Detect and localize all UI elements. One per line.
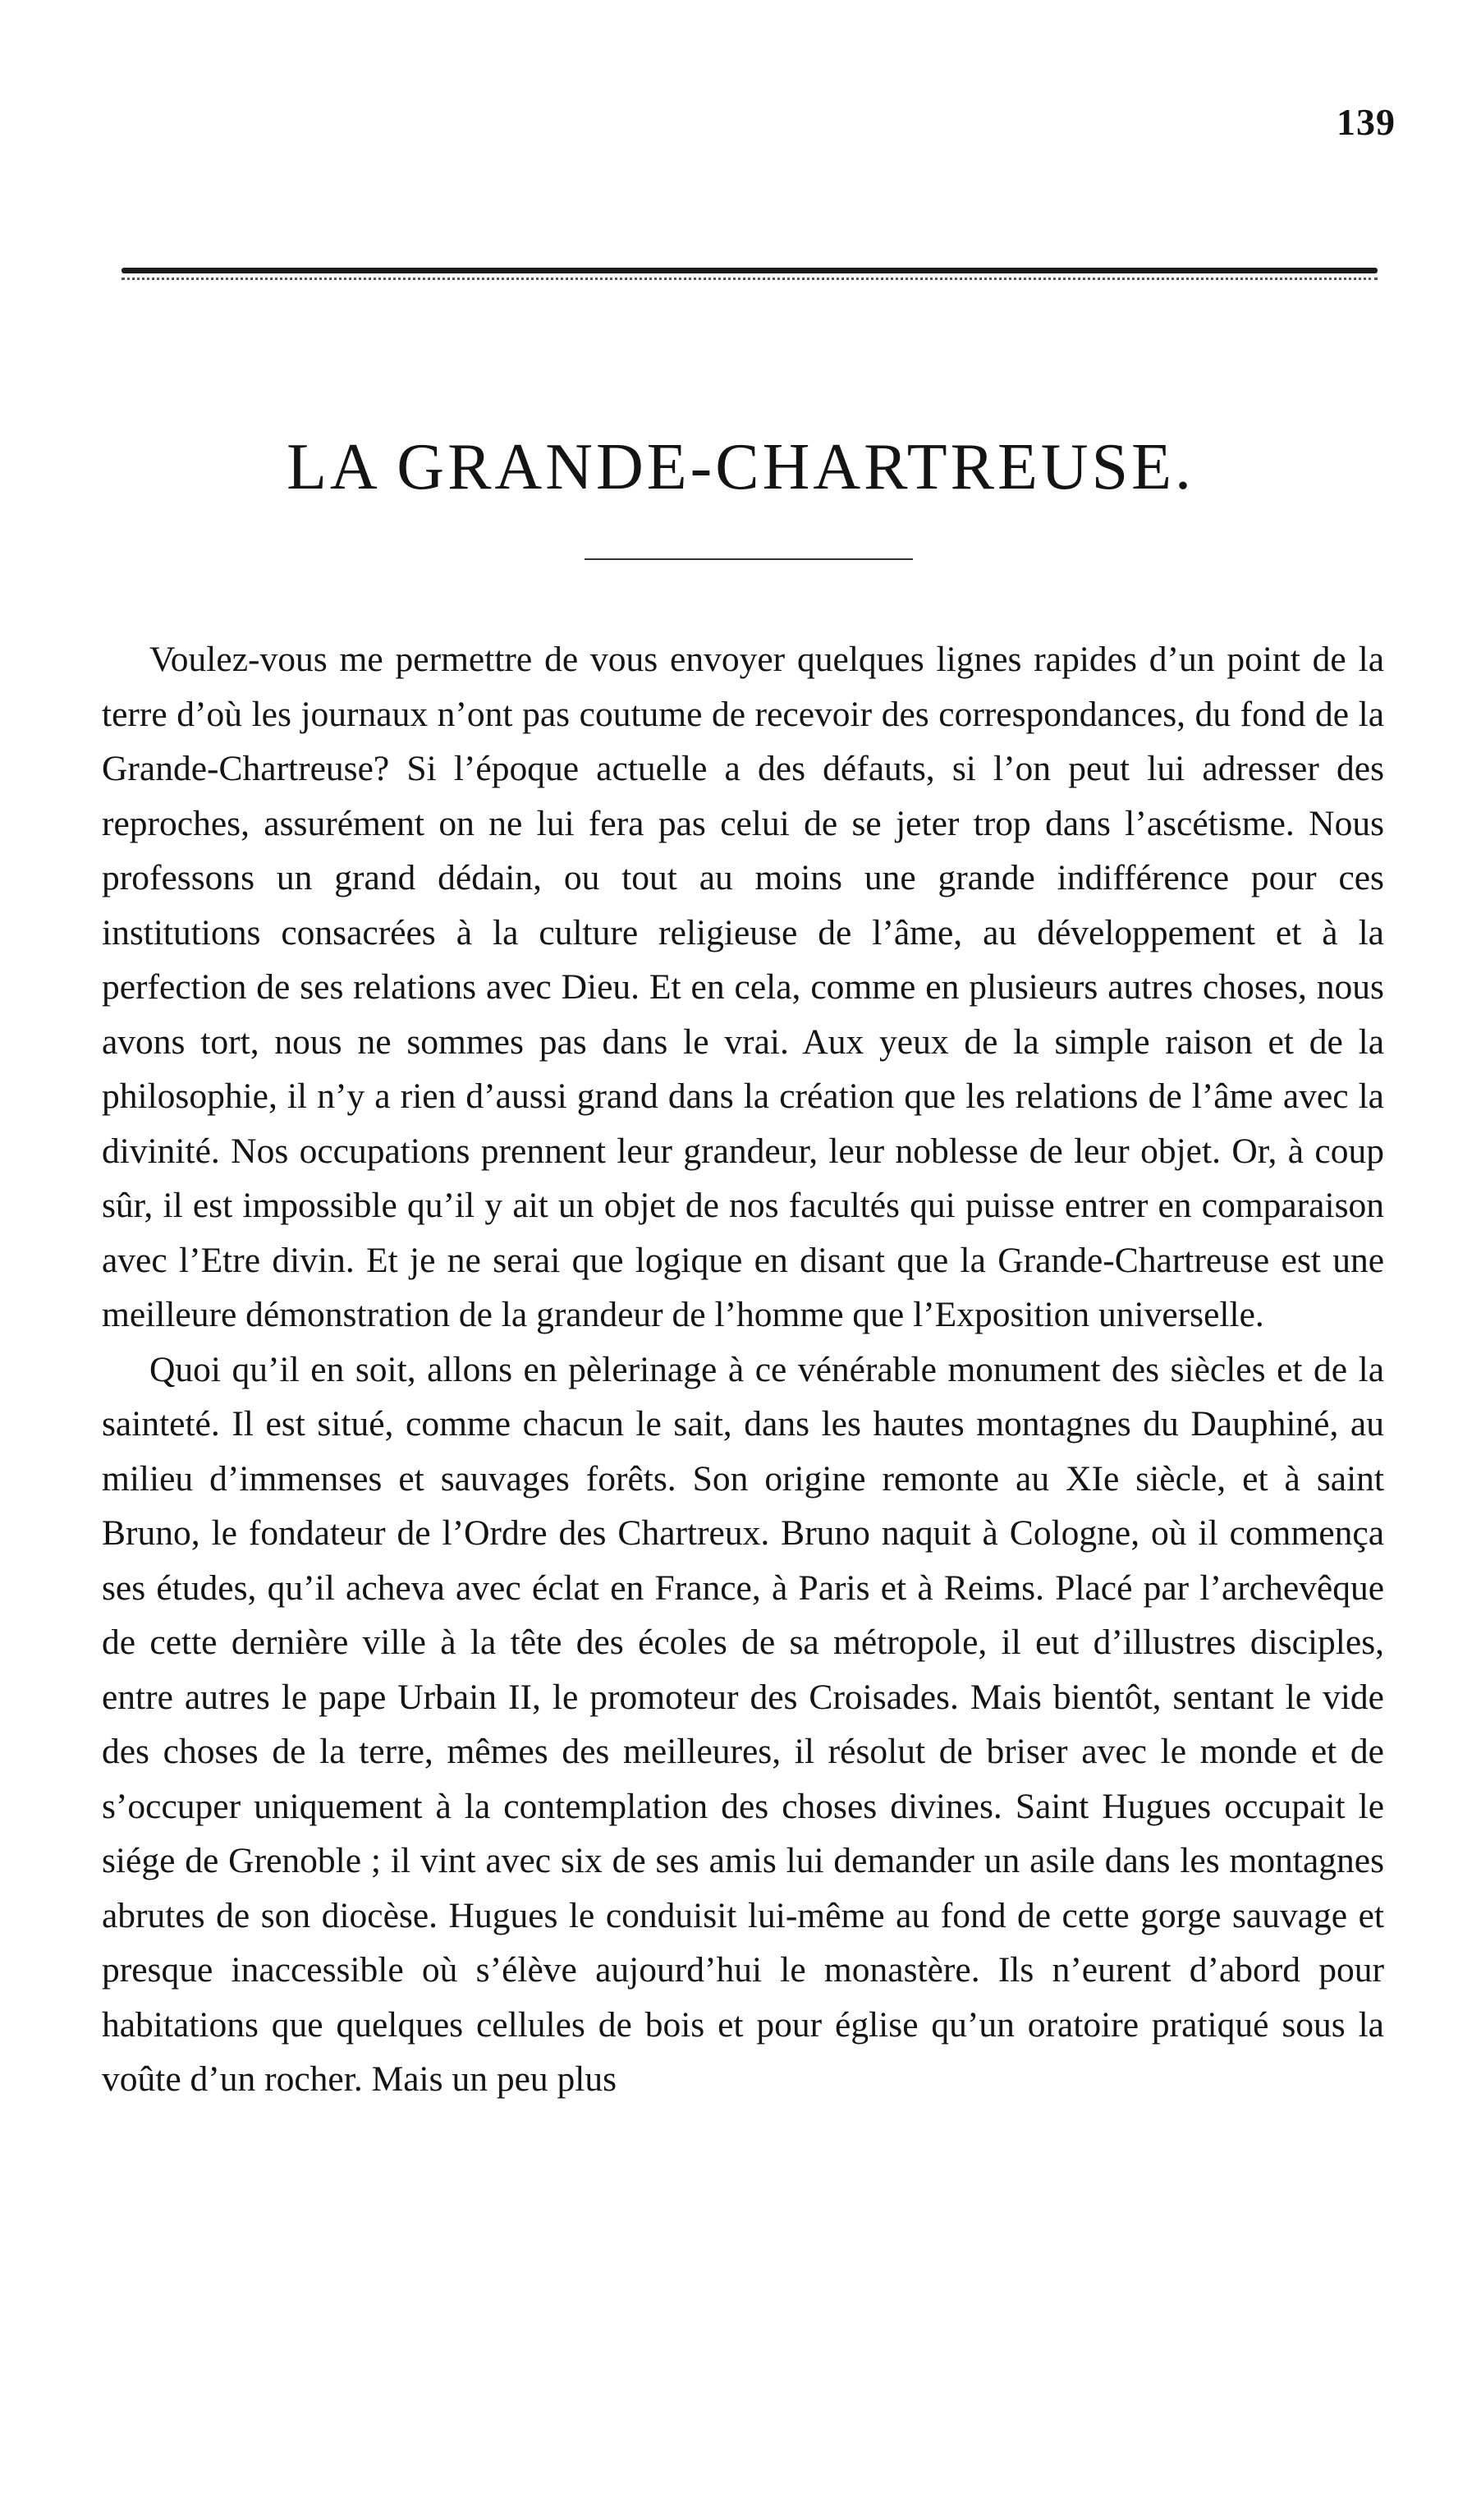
paragraph-2: Quoi qu’il en soit, allons en pèlerinage à ce vénérable monument des siècles et de la sainteté. Il est situé, comme chacun le sait, dans les hautes montagnes du Dauphiné, au milieu d’immenses et sauvages forêts. Son origine remonte au XIe siècle, et à saint Bruno, le fondateur de l’Ordre des Chartreux. Bruno naquit à Cologne, où il commença ses études, qu’il acheva avec éclat en France, à Paris et à Reims. Placé par l’archevêque de cette dernière ville à la tête des écoles de sa métropole, il eut d’illustres disciples, entre autres le pape Urbain II, le promoteur des Croisades. Mais bientôt, sentant le vide des choses de la terre, mêmes des meilleures, il résolut de briser avec le monde et de s’occuper uniquement à la contemplation des choses divines. Saint Hugues occupait le siége de Grenoble ; il vint avec six de ses amis lui demander un asile dans les montagnes abrutes de son diocèse. Hugues le conduisit lui-même au fond de cette gorge sauvage et presque inaccessible où s’élève aujourd’hui le monastère. Ils n’eurent d’abord pour habitations que quelques cellules de bois et pour église qu’un oratoire pratiqué sous la voûte d’un rocher. Mais un peu plus xyxy=(102,1349,1384,2099)
header-ornamental-rule xyxy=(122,264,1378,286)
header-rule-dotted-line xyxy=(122,278,1378,280)
body-text xyxy=(102,632,1384,2107)
paragraph-1: Voulez-vous me permettre de vous envoyer quelques lignes rapides d’un point de la terre d’où les journaux n’ont pas coutume de recevoir des correspondances, du fond de la Grande-Chartreuse? Si l’époque actuelle a des défauts, si l’on peut lui adresser des reproches, assurément on ne lui fera pas celui de se jeter trop dans l’ascétisme. Nous professons un grand dédain, ou tout au moins une grande indifférence pour ces institutions consacrées à la culture religieuse de l’âme, au développement et à la perfection de ses relations avec Dieu. Et en cela, comme en plusieurs autres choses, nous avons tort, nous ne sommes pas dans le vrai. Aux yeux de la simple raison et de la philosophie, il n’y a rien d’aussi grand dans la création que les relations de l’âme avec la divinité. Nos occupations prennent leur grandeur, leur noblesse de leur objet. Or, à coup sûr, il est impossible qu’il y ait un objet de nos facultés qui puisse entrer en comparaison avec l’Etre divin. Et je ne serai que logique en disant que la Grande-Chartreuse est une meilleure démonstration de la grandeur de l’homme que l’Exposition universelle. xyxy=(102,640,1384,1334)
header-rule-thick-line xyxy=(122,268,1378,273)
page-number: 139 xyxy=(1337,101,1396,143)
chapter-title: LA GRANDE-CHARTREUSE. xyxy=(287,430,1194,503)
title-separator-rule xyxy=(585,558,913,560)
